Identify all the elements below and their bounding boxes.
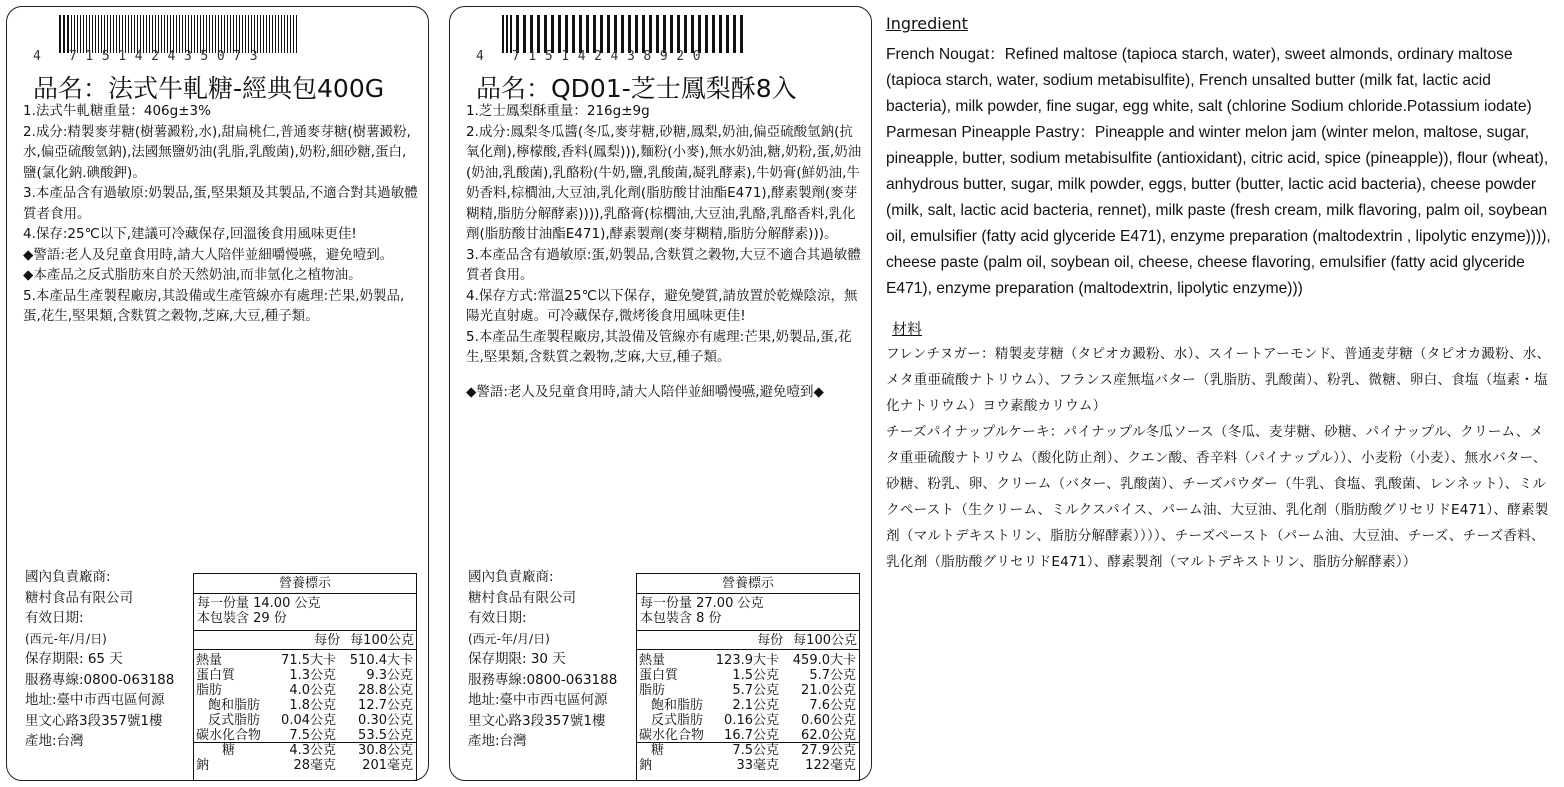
nutrition-row xyxy=(194,683,416,698)
serving-size: 每一份量 27.00 公克 xyxy=(640,596,764,611)
value-per-serving: 71.5大卡 xyxy=(281,653,336,668)
label-body-text xyxy=(466,101,862,402)
product-label-pineapple-pastry xyxy=(449,6,872,781)
nutrition-row xyxy=(194,758,416,773)
company-line: 里文心路3段357號1樓 xyxy=(468,712,606,729)
company-line: 服務專線:0800-063188 xyxy=(25,671,175,688)
company-line: 產地:台灣 xyxy=(25,733,84,749)
company-line: 地址:臺中市西屯區何源 xyxy=(25,692,165,708)
label-line: 1.芝士鳳梨酥重量：216g±9g xyxy=(466,103,650,119)
barcode-first-digit: 4 xyxy=(33,49,41,64)
value-per-100g: 53.5公克 xyxy=(358,728,413,743)
company-line: 保存期限: 65 天 xyxy=(25,651,123,667)
ingredient-english-text: French Nougat：Refined maltose (tapioca starch, water), sweet almonds, ordinary maltose (tapioca starch, water, sodium metabisulfite), French unsalted butter (milk fat, lactic acid bacteria), milk powder, fine sugar, egg white, salt (chlorine Sodium chloride.Potassium iodate) Parmesan Pineapple Pastry：Pineapple and winter melon jam (winter melon, maltose, sugar, pineapple, butter, sodium metabisulfite (antioxidant), citric acid, spice (pineapple)), flour (wheat), anhydrous butter, sugar, milk powder, eggs, butter (butter, lactic acid bacteria), cheese powder (milk, salt, lactic acid bacteria, rennet), milk paste (fresh cream, milk flavoring, palm oil, soybean oil, emulsifier (fatty acid glyceride E471), enzyme preparation (maltodextrin , lipolytic enzyme)))), cheese paste (palm oil, soybean oil, cheese, cheese flavoring, emulsifier (fatty acid glyceride E471), enzyme preparation (maltodextrin, lipolytic enzyme))) xyxy=(886,46,1551,297)
nutrient-name: 碳水化合物 xyxy=(639,728,705,743)
nutrient-name: 蛋白質 xyxy=(196,668,236,683)
nutrition-table xyxy=(636,573,860,781)
nutrition-row xyxy=(637,683,859,698)
value-per-100g: 0.30公克 xyxy=(358,713,413,728)
value-per-100g: 9.3公克 xyxy=(366,668,413,683)
value-per-100g: 7.6公克 xyxy=(809,698,856,713)
nutrient-name: 糖 xyxy=(651,743,665,758)
nutrition-row xyxy=(637,698,859,713)
barcode-bar xyxy=(297,15,299,53)
label-line: 4.保存:25℃以下,建議可冷藏保存,回溫後食用風味更佳! xyxy=(23,226,357,242)
company-line: (西元-年/月/日) xyxy=(25,631,107,646)
nutrient-name: 蛋白質 xyxy=(639,668,679,683)
value-per-serving: 2.1公克 xyxy=(732,698,779,713)
col-per-100g: 每100公克 xyxy=(793,633,857,648)
value-per-serving: 5.7公克 xyxy=(732,683,779,698)
nutrition-row xyxy=(637,743,859,758)
company-line: 有效日期: xyxy=(468,610,527,626)
company-line: (西元-年/月/日) xyxy=(468,631,550,646)
value-per-100g: 5.7公克 xyxy=(809,668,856,683)
barcode xyxy=(29,15,319,67)
value-per-100g: 201毫克 xyxy=(362,758,413,773)
value-per-100g: 0.60公克 xyxy=(801,713,856,728)
nutrient-name: 鈉 xyxy=(639,758,653,773)
nutrition-row xyxy=(194,728,416,743)
label-line: 5.本產品生產製程廠房,其設備或生產管線亦有處理:芒果,奶製品,蛋,花生,堅果類,含麩質之穀物,芝麻,大豆,種子類。 xyxy=(23,287,405,324)
nutrition-rows xyxy=(637,650,859,773)
zairyo-japanese-text: フレンチヌガー：精製麦芽糖（タピオカ澱粉、水）、スイートアーモンド、普通麦芽糖（タピオカ澱粉、水、メタ重亜硫酸ナトリウム）、フランス産無塩バター（乳脂肪、乳酸菌）、粉乳、微糖、卵白、食塩（塩素・塩化ナトリウム）ヨウ素酸カリウム） チーズパイナップルケーキ：パイナップル冬瓜ソース（冬瓜、麦芽糖、砂糖、パイナップル、クリーム、メタ重亜硫酸ナトリウム（酸化防止剤）、クエン酸、香辛料（パイナップル））、小麦粉（小麦）、無水バター、砂糖、粉乳、卵、クリーム（バター、乳酸菌）、チーズパウダー（牛乳、食塩、乳酸菌、レンネット）、ミルクペースト（生クリーム、ミルクスパイス、パーム油、大豆油、乳化剤（脂肪酸グリセリドE471）、酵素製剤（マルトデキストリン、脂肪分解酵素））））、チーズペースト（パーム油、大豆油、チーズ、チーズ香料、乳化剤（脂肪酸グリセリドE471）、酵素製剤（マルトデキストリン、脂肪分解酵素）） xyxy=(886,346,1551,570)
label-line: 4.保存方式:常溫25℃以下保存，避免變質,請放置於乾燥陰涼，無陽光直射處。可冷藏保存,微烤後食用風味更佳! xyxy=(466,287,858,324)
nutrition-rows xyxy=(194,650,416,773)
value-per-100g: 30.8公克 xyxy=(358,743,413,758)
nutrient-name: 碳水化合物 xyxy=(196,728,262,743)
nutrition-row xyxy=(194,668,416,683)
servings-per-pack: 本包裝含 8 份 xyxy=(640,611,722,626)
nutrition-column-headers xyxy=(194,630,416,650)
nutrient-name: 糖 xyxy=(222,743,236,758)
product-label-nougat xyxy=(6,6,429,781)
value-per-serving: 28毫克 xyxy=(293,758,336,773)
col-per-100g: 每100公克 xyxy=(350,633,414,648)
label-body-text xyxy=(23,101,419,327)
label-line: 1.法式牛軋糖重量：406g±3% xyxy=(23,103,211,119)
value-per-100g: 12.7公克 xyxy=(358,698,413,713)
value-per-serving: 16.7公克 xyxy=(724,728,779,743)
label-line: ◆警語:老人及兒童食用時,請大人陪伴並細嚼慢嚥,避免噎到◆ xyxy=(466,383,824,400)
nutrition-row xyxy=(194,698,416,713)
nutrition-column-headers xyxy=(637,630,859,650)
nutrition-row xyxy=(637,668,859,683)
label-line: 2.成分:精製麥芽糖(樹薯澱粉,水),甜扁桃仁,普通麥芽糖(樹薯澱粉,水,偏亞硫酸氫鈉),法國無鹽奶油(乳脂,乳酸菌),奶粉,細砂糖,蛋白,鹽(氯化鈉.碘酸鉀)。 xyxy=(23,123,411,181)
nutrient-name: 飽和脂肪 xyxy=(208,698,261,713)
value-per-serving: 4.0公克 xyxy=(289,683,336,698)
barcode-bars xyxy=(59,15,307,53)
value-per-serving: 1.8公克 xyxy=(289,698,336,713)
barcode xyxy=(472,15,762,67)
value-per-serving: 7.5公克 xyxy=(289,728,336,743)
nutrition-row xyxy=(194,713,416,728)
nutrient-name: 熱量 xyxy=(639,653,666,668)
zairyo-title: 材料 xyxy=(892,320,923,338)
nutrient-name: 脂肪 xyxy=(196,683,223,698)
ingredient-title: Ingredient xyxy=(886,14,968,33)
value-per-100g: 459.0大卡 xyxy=(792,653,856,668)
nutrition-table xyxy=(193,573,417,781)
nutrition-row xyxy=(637,713,859,728)
barcode-rest-digits: 715142435073 xyxy=(69,49,267,64)
nutrient-name: 反式脂肪 xyxy=(651,713,704,728)
value-per-serving: 7.5公克 xyxy=(732,743,779,758)
label-line: 2.成分:鳳梨冬瓜醬(冬瓜,麥芽糖,砂糖,鳳梨,奶油,偏亞硫酸氫鈉(抗氧化劑),檸檬酸,香料(鳳梨))),麵粉(小麥),無水奶油,糖,奶粉,蛋,奶油(奶油,乳酸菌),乳酪粉(牛奶,鹽,乳酸菌,凝乳酵素),牛奶膏(鮮奶油,牛奶香料,棕櫚油,大豆油,乳化劑(脂肪酸甘油酯E471),酵素製劑(麥芽糊精,脂肪分解酵素)))),乳酪膏(棕櫚油,大豆油,乳酪,乳酪香料,乳化劑(脂肪酸甘油酯E471),酵素製劑(麥芽糊精,脂肪分解酵素)))。 xyxy=(466,123,862,242)
value-per-serving: 1.3公克 xyxy=(289,668,336,683)
company-info xyxy=(25,567,205,752)
product-name: 品名：法式牛軋糖-經典包400G xyxy=(33,74,385,103)
nutrition-serving xyxy=(637,594,859,630)
servings-per-pack: 本包裝含 29 份 xyxy=(197,611,287,626)
barcode-bar xyxy=(740,15,743,53)
nutrition-title: 營養標示 xyxy=(637,574,859,594)
company-line: 糖村食品有限公司 xyxy=(25,589,133,606)
company-info xyxy=(468,567,648,752)
value-per-serving: 0.16公克 xyxy=(724,713,779,728)
company-line: 國內負責廠商: xyxy=(25,569,111,585)
value-per-100g: 27.9公克 xyxy=(801,743,856,758)
col-per-serving: 每份 xyxy=(757,633,784,648)
value-per-serving: 1.5公克 xyxy=(732,668,779,683)
nutrient-name: 反式脂肪 xyxy=(208,713,261,728)
nutrient-name: 鈉 xyxy=(196,758,210,773)
nutrition-title: 營養標示 xyxy=(194,574,416,594)
value-per-100g: 28.8公克 xyxy=(358,683,413,698)
product-name: 品名：QD01-芝士鳳梨酥8入 xyxy=(476,74,797,103)
company-line: 國內負責廠商: xyxy=(468,569,554,585)
company-line: 保存期限: 30 天 xyxy=(468,651,566,667)
value-per-serving: 0.04公克 xyxy=(281,713,336,728)
nutrition-row xyxy=(637,653,859,668)
nutrient-name: 飽和脂肪 xyxy=(651,698,704,713)
value-per-serving: 33毫克 xyxy=(736,758,779,773)
barcode-rest-digits: 715142438920 xyxy=(512,49,710,64)
company-line: 有效日期: xyxy=(25,610,84,626)
company-line: 糖村食品有限公司 xyxy=(468,589,576,606)
company-line: 地址:臺中市西屯區何源 xyxy=(468,692,608,708)
label-line: ◆本產品之反式脂肪來自於天然奶油,而非氫化之植物油。 xyxy=(23,267,362,283)
label-line: 3.本產品含有過敏原:奶製品,蛋,堅果類及其製品,不適合對其過敏體質者食用。 xyxy=(23,185,418,222)
col-per-serving: 每份 xyxy=(314,633,341,648)
label-line: ◆警語:老人及兒童食用時,請大人陪伴並細嚼慢嚥，避免噎到。 xyxy=(23,246,394,263)
value-per-100g: 21.0公克 xyxy=(801,683,856,698)
label-line: 3.本產品含有過敏原:蛋,奶製品,含麩質之穀物,大豆不適合其過敏體質者食用。 xyxy=(466,246,861,283)
company-line: 里文心路3段357號1樓 xyxy=(25,712,163,729)
company-line: 產地:台灣 xyxy=(468,733,527,749)
value-per-100g: 510.4大卡 xyxy=(349,653,413,668)
nutrition-row xyxy=(637,758,859,773)
value-per-serving: 4.3公克 xyxy=(289,743,336,758)
ingredient-translations xyxy=(884,14,1556,575)
nutrient-name: 熱量 xyxy=(196,653,223,668)
value-per-100g: 122毫克 xyxy=(805,758,856,773)
serving-size: 每一份量 14.00 公克 xyxy=(197,596,321,611)
label-line: 5.本產品生產製程廠房,其設備及管線亦有處理:芒果,奶製品,蛋,花生,堅果類,含麩質之穀物,芝麻,大豆,種子類。 xyxy=(466,328,852,365)
nutrient-name: 脂肪 xyxy=(639,683,666,698)
nutrition-row xyxy=(194,653,416,668)
barcode-first-digit: 4 xyxy=(476,49,484,64)
value-per-100g: 62.0公克 xyxy=(801,728,856,743)
nutrition-row xyxy=(637,728,859,743)
nutrition-serving xyxy=(194,594,416,630)
company-line: 服務專線:0800-063188 xyxy=(468,671,618,688)
barcode-bars xyxy=(502,15,750,53)
nutrition-row xyxy=(194,743,416,758)
value-per-serving: 123.9大卡 xyxy=(715,653,779,668)
